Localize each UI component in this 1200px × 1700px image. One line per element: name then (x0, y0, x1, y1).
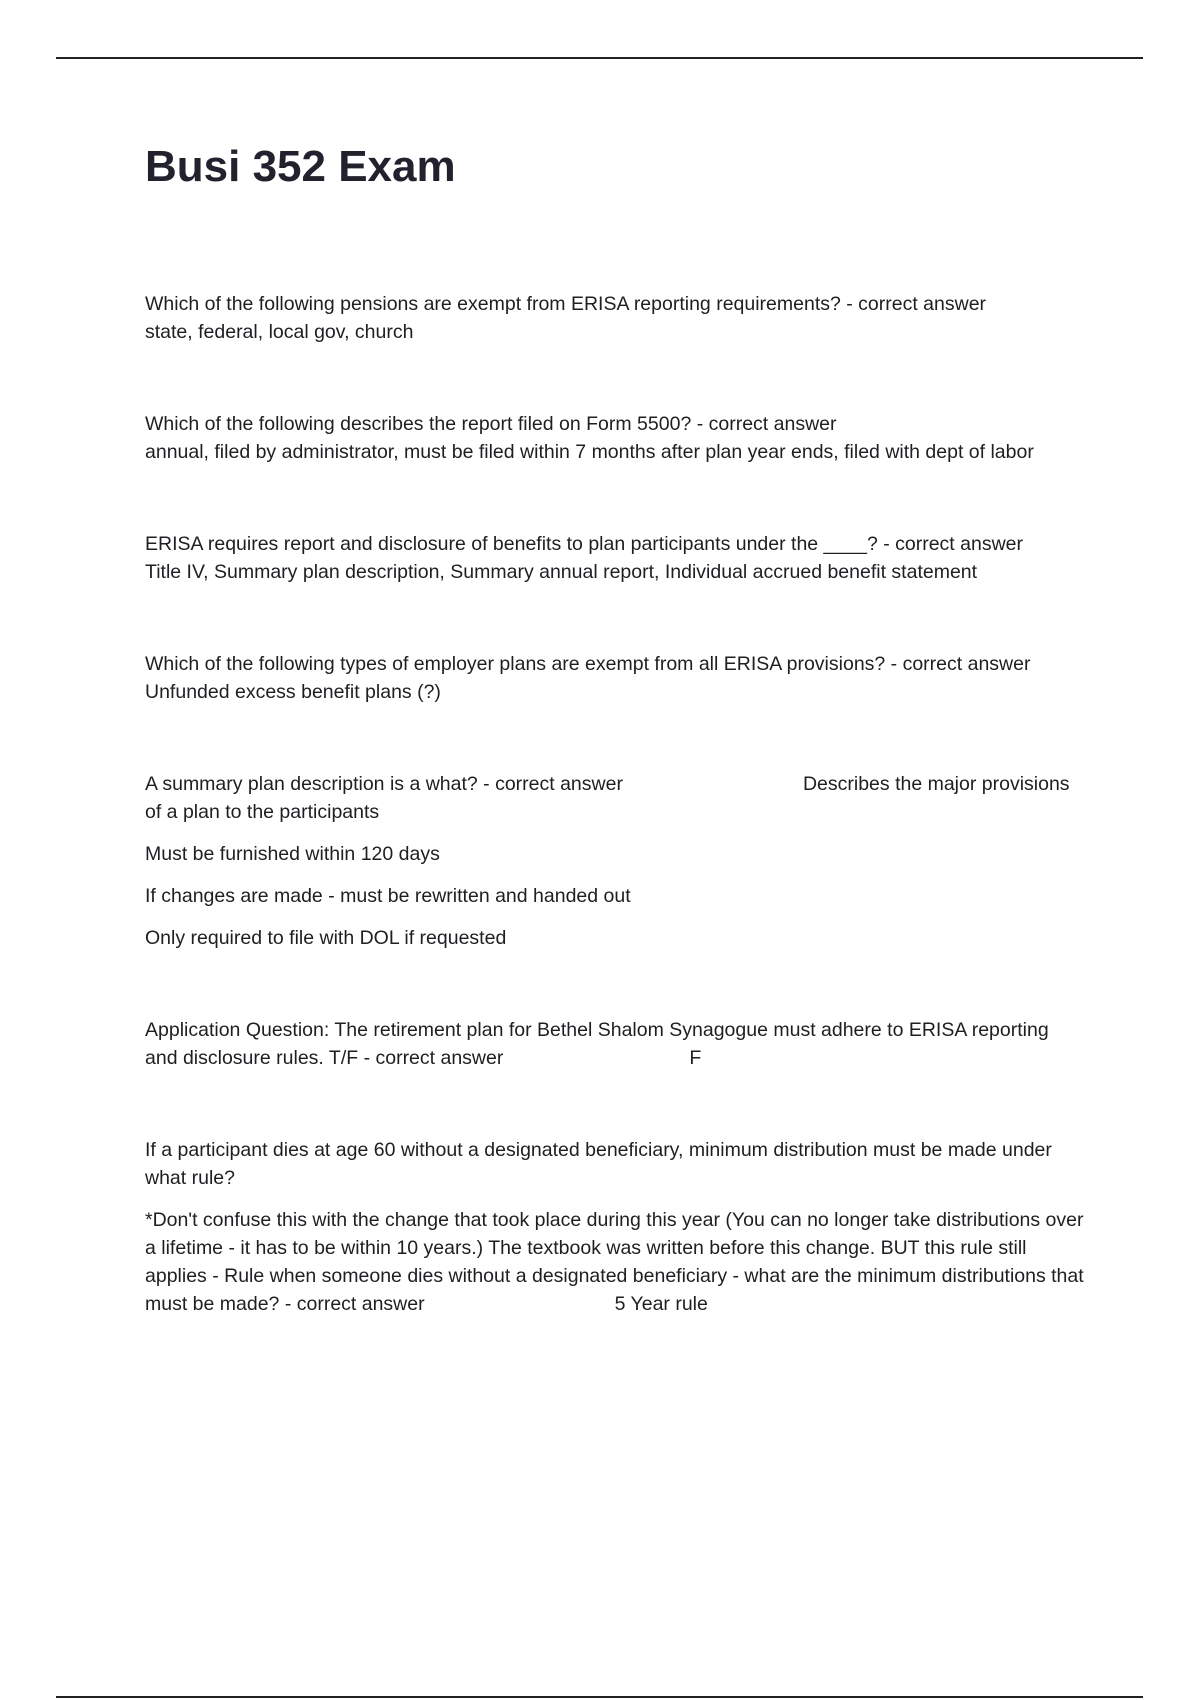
answer-detail: If changes are made - must be rewritten and handed out (145, 885, 631, 907)
qa-item-5 (145, 770, 1085, 826)
qa-item-2 (145, 410, 1085, 466)
answer-text: annual, filed by administrator, must be filed within 7 months after plan year ends, filed with dept of labor (145, 441, 1034, 463)
question-text: If a participant dies at age 60 without a designated beneficiary, minimum distribution must be made under what rule? (145, 1139, 1052, 1189)
question-text: Application Question: The retirement plan for Bethel Shalom Synagogue must adhere to ERISA reporting and disclosure rules. T/F - correct answer (145, 1019, 1049, 1069)
qa-item-4 (145, 650, 1085, 706)
answer-detail: Must be furnished within 120 days (145, 843, 440, 865)
question-text: *Don't confuse this with the change that took place during this year (You can no longer take distributions over a lifetime - it has to be within 10 years.) The textbook was written before this change. BUT this rule still applies - Rule when someone dies without a designated beneficiary - what are the minimum distributions that must be made? - correct answer (145, 1209, 1084, 1315)
qa-item-7 (145, 1136, 1085, 1192)
answer-text: Title IV, Summary plan description, Summary annual report, Individual accrued benefit statement (145, 561, 978, 583)
answer-text: F (689, 1047, 702, 1069)
question-text: Which of the following pensions are exempt from ERISA reporting requirements? - correct answer (145, 293, 987, 315)
bottom-rule (56, 1696, 1143, 1698)
answer-text: Unfunded excess benefit plans (?) (145, 681, 441, 703)
qa-item-7-note (145, 1206, 1085, 1318)
answer-detail: Only required to file with DOL if requested (145, 927, 507, 949)
top-rule (56, 57, 1143, 59)
question-text: Which of the following describes the report filed on Form 5500? - correct answer (145, 413, 837, 435)
qa-item-1 (145, 290, 1085, 346)
question-text: ERISA requires report and disclosure of benefits to plan participants under the ____? - correct answer (145, 533, 1023, 555)
page-title: Busi 352 Exam (145, 142, 456, 191)
question-text: Which of the following types of employer plans are exempt from all ERISA provisions? - correct answer (145, 653, 1031, 675)
qa-item-6 (145, 1016, 1085, 1072)
answer-text: Describes the major provisions of a plan to the participants (145, 773, 1070, 823)
answer-text: state, federal, local gov, church (145, 321, 414, 343)
qa-item-3 (145, 530, 1085, 586)
document-body (145, 290, 1085, 1318)
answer-text: 5 Year rule (614, 1293, 708, 1315)
question-text: A summary plan description is a what? - correct answer (145, 773, 623, 795)
